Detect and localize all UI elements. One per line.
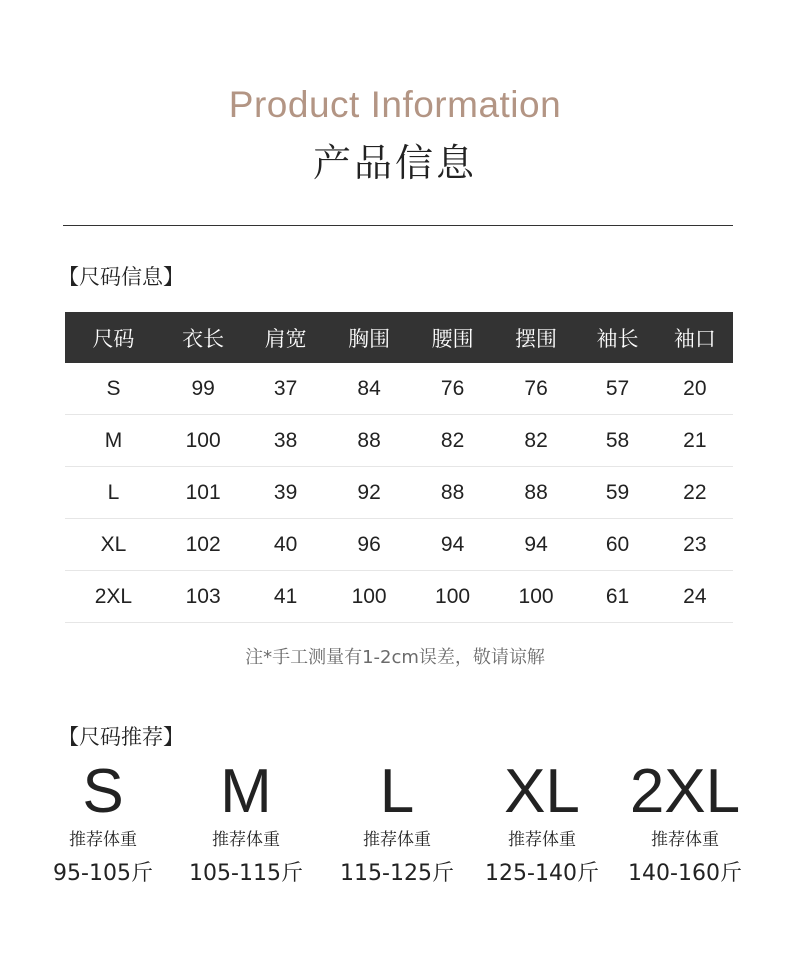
column-header: 肩宽	[244, 312, 326, 363]
table-cell: 102	[162, 519, 244, 571]
table-row	[65, 571, 733, 623]
size-recommendation-section-label: 【尺码推荐】	[58, 725, 184, 749]
table-cell: 100	[327, 571, 412, 623]
recommendation-item	[469, 758, 615, 888]
column-header: 摆围	[494, 312, 579, 363]
size-info-section-label: 【尺码信息】	[58, 265, 184, 289]
recommendation-size: 2XL	[629, 757, 741, 826]
table-cell: 23	[657, 519, 733, 571]
recommendation-size: XL	[504, 757, 580, 826]
table-cell: 76	[411, 363, 493, 415]
table-cell: S	[65, 363, 162, 415]
recommendation-weight-range: 115-125斤	[340, 861, 454, 886]
column-header: 腰围	[411, 312, 493, 363]
table-cell: 103	[162, 571, 244, 623]
column-header: 袖口	[657, 312, 733, 363]
recommendation-label: 推荐体重	[363, 830, 431, 850]
recommendation-label: 推荐体重	[212, 830, 280, 850]
recommendation-weight-range: 95-105斤	[53, 861, 153, 886]
table-cell: 60	[578, 519, 656, 571]
table-cell: 58	[578, 415, 656, 467]
table-cell: 20	[657, 363, 733, 415]
page-title-en: Product Information	[228, 84, 562, 125]
recommendation-label: 推荐体重	[69, 830, 137, 850]
recommendation-weight-range: 140-160斤	[628, 861, 742, 886]
recommendation-item	[612, 758, 758, 888]
recommendation-size: M	[220, 757, 272, 826]
recommendation-size: S	[82, 757, 124, 826]
table-cell: 88	[411, 467, 493, 519]
table-cell: 99	[162, 363, 244, 415]
table-cell: 39	[244, 467, 326, 519]
table-cell: 40	[244, 519, 326, 571]
table-cell: 96	[327, 519, 412, 571]
table-cell: 2XL	[65, 571, 162, 623]
table-header-row	[65, 312, 733, 363]
table-cell: 37	[244, 363, 326, 415]
size-table	[65, 312, 733, 623]
measurement-note: 注*手工测量有1-2cm误差，敬请谅解	[245, 647, 545, 668]
column-header: 袖长	[578, 312, 656, 363]
divider	[63, 225, 733, 226]
recommendation-label: 推荐体重	[508, 830, 576, 850]
table-cell: 100	[411, 571, 493, 623]
table-cell: 82	[494, 415, 579, 467]
table-row	[65, 415, 733, 467]
table-cell: 61	[578, 571, 656, 623]
column-header: 衣长	[162, 312, 244, 363]
table-cell: 100	[162, 415, 244, 467]
table-cell: 38	[244, 415, 326, 467]
size-recommendation-list	[30, 758, 760, 898]
column-header: 胸围	[327, 312, 412, 363]
table-row	[65, 519, 733, 571]
table-cell: 57	[578, 363, 656, 415]
table-cell: L	[65, 467, 162, 519]
table-cell: 76	[494, 363, 579, 415]
table-cell: 100	[494, 571, 579, 623]
table-cell: 84	[327, 363, 412, 415]
table-cell: 82	[411, 415, 493, 467]
table-cell: M	[65, 415, 162, 467]
recommendation-label: 推荐体重	[651, 830, 719, 850]
table-cell: XL	[65, 519, 162, 571]
recommendation-weight-range: 125-140斤	[485, 861, 599, 886]
recommendation-item	[30, 758, 176, 888]
table-cell: 101	[162, 467, 244, 519]
table-cell: 94	[411, 519, 493, 571]
table-row	[65, 363, 733, 415]
recommendation-item	[324, 758, 470, 888]
table-cell: 88	[494, 467, 579, 519]
table-cell: 88	[327, 415, 412, 467]
table-row	[65, 467, 733, 519]
table-cell: 94	[494, 519, 579, 571]
table-cell: 41	[244, 571, 326, 623]
table-cell: 59	[578, 467, 656, 519]
recommendation-size: L	[379, 757, 415, 826]
table-cell: 24	[657, 571, 733, 623]
page-title-zh: 产品信息	[312, 141, 477, 185]
table-cell: 92	[327, 467, 412, 519]
table-cell: 22	[657, 467, 733, 519]
recommendation-weight-range: 105-115斤	[189, 861, 303, 886]
table-cell: 21	[657, 415, 733, 467]
column-header: 尺码	[65, 312, 162, 363]
recommendation-item	[173, 758, 319, 888]
